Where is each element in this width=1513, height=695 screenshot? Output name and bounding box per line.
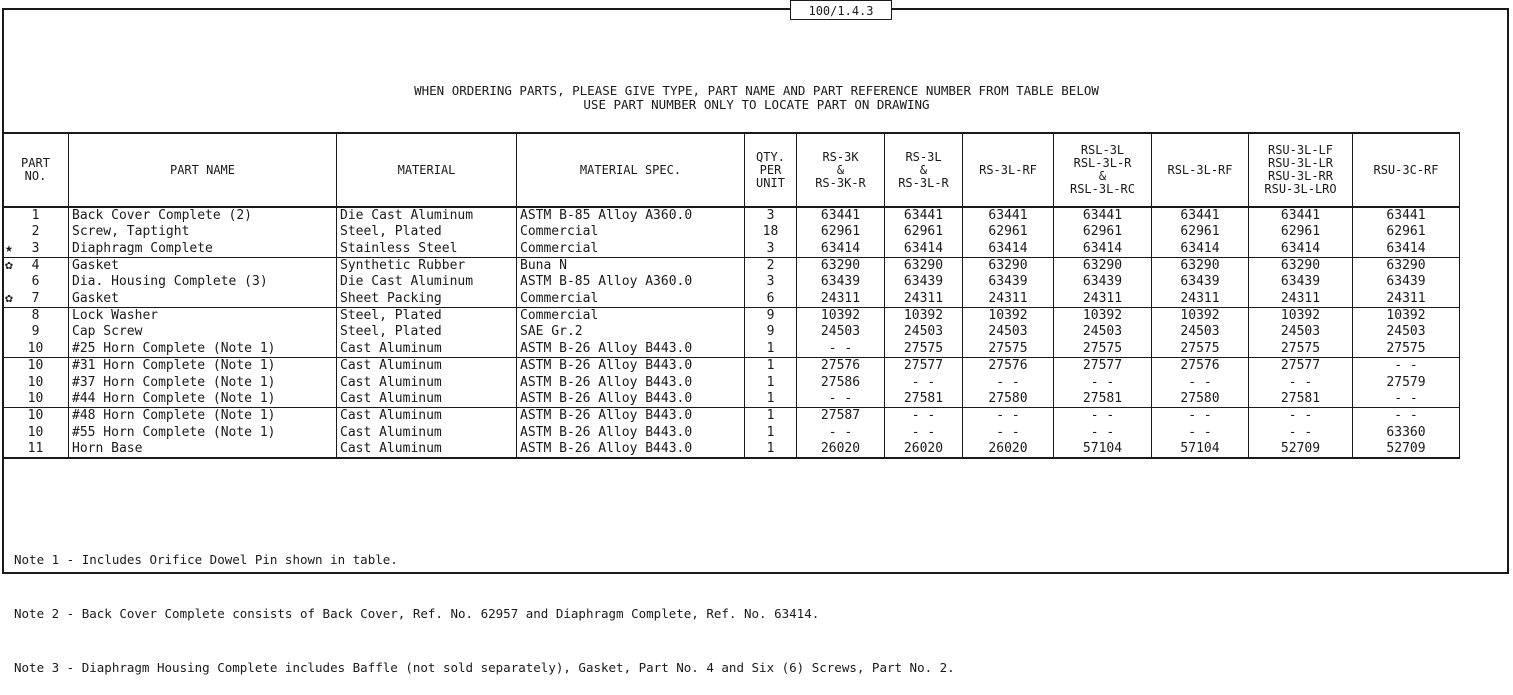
ref-number-cell: - - [963,408,1054,425]
ref-number-cell: 63439 [885,274,963,291]
ref-number-cell: - - [1249,374,1353,391]
ref-number-cell: - - [1353,408,1460,425]
qty-cell: 1 [745,358,797,375]
part-no: 10 [27,424,44,440]
material-spec-cell: Commercial [517,224,745,241]
header-model: RSL-3L-RF [1152,133,1249,207]
ref-number-cell: 63439 [1353,274,1460,291]
material-spec-cell: ASTM B-26 Alloy B443.0 [517,341,745,358]
material-cell: Stainless Steel [337,241,517,258]
part-name-cell: Diaphragm Complete [69,241,337,258]
ref-number-cell: 24503 [963,324,1054,341]
ref-number-cell: - - [1054,408,1152,425]
material-cell: Die Cast Aluminum [337,274,517,291]
material-spec-cell: Commercial [517,307,745,324]
ref-number-cell: 27576 [797,358,885,375]
material-spec-cell: ASTM B-26 Alloy B443.0 [517,408,745,425]
part-no: 4 [31,257,40,273]
material-cell: Cast Aluminum [337,441,517,458]
table-row [3,358,1460,375]
material-spec-cell: ASTM B-26 Alloy B443.0 [517,441,745,458]
part-no-cell [3,241,69,258]
ref-number-cell: 24311 [797,291,885,308]
note: Note 2 - Back Cover Complete consists of Back Cover, Ref. No. 62957 and Diaphragm Complete, Ref. No. 63414. [14,606,820,621]
part-no-cell [3,307,69,324]
part-name-cell: Gasket [69,257,337,274]
material-cell: Cast Aluminum [337,374,517,391]
ref-number-cell: 27575 [1152,341,1249,358]
table-row [3,324,1460,341]
part-no: 2 [31,224,40,240]
header-model: RSU-3C-RF [1353,133,1460,207]
part-name-cell: #55 Horn Complete (Note 1) [69,424,337,441]
material-spec-cell: ASTM B-26 Alloy B443.0 [517,391,745,408]
ref-number-cell: 63441 [885,207,963,224]
ref-number-cell: 27579 [1353,374,1460,391]
ref-number-cell: 24311 [1249,291,1353,308]
part-name-cell: Horn Base [69,441,337,458]
qty-cell: 1 [745,341,797,358]
ref-number-cell: - - [963,424,1054,441]
material-cell: Sheet Packing [337,291,517,308]
ref-number-cell: - - [1353,358,1460,375]
material-cell: Cast Aluminum [337,424,517,441]
material-spec-cell: Commercial [517,291,745,308]
ref-number-cell: 24503 [885,324,963,341]
flower-mark-icon: ✿ [5,257,13,273]
ref-number-cell: - - [797,424,885,441]
ref-number-cell: 62961 [963,224,1054,241]
qty-cell: 1 [745,441,797,458]
ref-number-cell: - - [797,341,885,358]
header-part-no: PART NO. [3,133,69,207]
material-cell: Steel, Plated [337,324,517,341]
table-row [3,241,1460,258]
ref-number-cell: 10392 [1249,307,1353,324]
material-spec-cell: Buna N [517,257,745,274]
page-reference: 100/1.4.3 [790,0,892,20]
flower-mark-icon: ✿ [5,290,13,306]
material-cell: Steel, Plated [337,224,517,241]
part-no: 10 [27,408,44,424]
qty-cell: 6 [745,291,797,308]
ref-number-cell: 52709 [1249,441,1353,458]
table-row [3,291,1460,308]
ref-number-cell: 63439 [1054,274,1152,291]
ref-number-cell: 24503 [1353,324,1460,341]
part-no-cell [3,274,69,291]
part-no: 3 [31,240,40,256]
material-spec-cell: SAE Gr.2 [517,324,745,341]
table-row [3,441,1460,458]
ref-number-cell: 27575 [1249,341,1353,358]
part-name-cell: #48 Horn Complete (Note 1) [69,408,337,425]
ref-number-cell: 62961 [1152,224,1249,241]
part-no: 8 [31,308,40,324]
ref-number-cell: 27580 [963,391,1054,408]
part-name-cell: Lock Washer [69,307,337,324]
ref-number-cell: - - [1152,374,1249,391]
part-name-cell: #44 Horn Complete (Note 1) [69,391,337,408]
ref-number-cell: - - [797,391,885,408]
material-cell: Cast Aluminum [337,358,517,375]
header-qty: QTY. PER UNIT [745,133,797,207]
ref-number-cell: 63439 [1249,274,1353,291]
ref-number-cell: 24503 [1249,324,1353,341]
ref-number-cell: 27577 [885,358,963,375]
table-row [3,307,1460,324]
ref-number-cell: 26020 [797,441,885,458]
table-row [3,424,1460,441]
ref-number-cell: 63414 [1249,241,1353,258]
ref-number-cell: 57104 [1054,441,1152,458]
material-spec-cell: ASTM B-85 Alloy A360.0 [517,207,745,224]
qty-cell: 1 [745,374,797,391]
ref-number-cell: 26020 [885,441,963,458]
qty-cell: 9 [745,324,797,341]
part-name-cell: Cap Screw [69,324,337,341]
ref-number-cell: 26020 [963,441,1054,458]
notes [14,515,955,695]
ref-number-cell: 27587 [797,408,885,425]
part-no: 10 [27,358,44,374]
ref-number-cell: - - [1152,424,1249,441]
part-no-cell [3,441,69,458]
ref-number-cell: 63441 [1249,207,1353,224]
material-cell: Cast Aluminum [337,391,517,408]
qty-cell: 1 [745,408,797,425]
part-no: 7 [31,290,40,306]
part-no: 1 [31,208,40,223]
table-row [3,408,1460,425]
part-no-cell [3,408,69,425]
ref-number-cell: 27581 [1054,391,1152,408]
table-row [3,207,1460,224]
ref-number-cell: 24503 [797,324,885,341]
parts-table [2,132,1460,459]
part-name-cell: Dia. Housing Complete (3) [69,274,337,291]
ref-number-cell: 63290 [1152,257,1249,274]
qty-cell: 9 [745,307,797,324]
part-name-cell: #37 Horn Complete (Note 1) [69,374,337,391]
ref-number-cell: 10392 [797,307,885,324]
ref-number-cell: 27575 [1353,341,1460,358]
part-no: 11 [27,440,44,456]
part-no: 10 [27,390,44,406]
ref-number-cell: 63414 [1054,241,1152,258]
ref-number-cell: 27575 [885,341,963,358]
ref-number-cell: 63414 [1152,241,1249,258]
ref-number-cell: 63414 [885,241,963,258]
part-no-cell [3,257,69,274]
ref-number-cell: 63441 [1054,207,1152,224]
material-cell: Die Cast Aluminum [337,207,517,224]
qty-cell: 3 [745,207,797,224]
qty-cell: 18 [745,224,797,241]
table-row [3,274,1460,291]
material-spec-cell: ASTM B-26 Alloy B443.0 [517,358,745,375]
part-no-cell [3,224,69,241]
header-model: RS-3L-RF [963,133,1054,207]
ref-number-cell: 24503 [1054,324,1152,341]
ref-number-cell: 27577 [1249,358,1353,375]
part-no: 10 [27,340,44,356]
ref-number-cell: 63290 [1353,257,1460,274]
header-material: MATERIAL [337,133,517,207]
ref-number-cell: 63414 [1353,241,1460,258]
ref-number-cell: 27575 [1054,341,1152,358]
ref-number-cell: 24311 [1054,291,1152,308]
ref-number-cell: - - [1152,408,1249,425]
qty-cell: 2 [745,257,797,274]
ref-number-cell: - - [1353,391,1460,408]
part-no-cell [3,291,69,308]
ordering-instruction: WHEN ORDERING PARTS, PLEASE GIVE TYPE, PART NAME AND PART REFERENCE NUMBER FROM TABLE BELOW [414,83,1099,98]
part-no-cell [3,207,69,224]
ref-number-cell: 63414 [797,241,885,258]
qty-cell: 1 [745,424,797,441]
ref-number-cell: 27577 [1054,358,1152,375]
ref-number-cell: 62961 [1249,224,1353,241]
ref-number-cell: 10392 [1054,307,1152,324]
part-no-cell [3,424,69,441]
table-row [3,341,1460,358]
ref-number-cell: 10392 [885,307,963,324]
ref-number-cell: 62961 [1054,224,1152,241]
ref-number-cell: 63360 [1353,424,1460,441]
material-cell: Steel, Plated [337,307,517,324]
table-row [3,374,1460,391]
ref-number-cell: 63414 [963,241,1054,258]
ref-number-cell: 62961 [1353,224,1460,241]
ref-number-cell: 10392 [963,307,1054,324]
ref-number-cell: 63439 [797,274,885,291]
material-spec-cell: Commercial [517,241,745,258]
note: Note 3 - Diaphragm Housing Complete includes Baffle (not sold separately), Gasket, Part No. 4 and Six (6) Screws, Part No. 2. [14,660,955,675]
table-row [3,224,1460,241]
part-name-cell: #31 Horn Complete (Note 1) [69,358,337,375]
note: Note 1 - Includes Orifice Dowel Pin shown in table. [14,552,398,567]
header-model: RSU-3L-LF RSU-3L-LR RSU-3L-RR RSU-3L-LRO [1249,133,1353,207]
parts-table-body [3,207,1460,458]
qty-cell: 1 [745,391,797,408]
part-name-cell: Back Cover Complete (2) [69,207,337,224]
material-spec-cell: ASTM B-26 Alloy B443.0 [517,374,745,391]
ref-number-cell: 27581 [885,391,963,408]
qty-cell: 3 [745,274,797,291]
ref-number-cell: - - [1054,374,1152,391]
ref-number-cell: 24503 [1152,324,1249,341]
ref-number-cell: 24311 [1152,291,1249,308]
header-row [3,133,1460,207]
header-part-name: PART NAME [69,133,337,207]
ref-number-cell: 27576 [1152,358,1249,375]
part-no-cell [3,358,69,375]
ref-number-cell: 62961 [797,224,885,241]
ref-number-cell: - - [885,424,963,441]
table-row [3,391,1460,408]
ref-number-cell: 63290 [963,257,1054,274]
ref-number-cell: 63441 [1353,207,1460,224]
ref-number-cell: - - [1054,424,1152,441]
ref-number-cell: 24311 [1353,291,1460,308]
material-spec-cell: ASTM B-85 Alloy A360.0 [517,274,745,291]
ref-number-cell: 27576 [963,358,1054,375]
ref-number-cell: - - [885,374,963,391]
ref-number-cell: 63290 [1249,257,1353,274]
part-name-cell: Screw, Taptight [69,224,337,241]
ref-number-cell: 63441 [1152,207,1249,224]
part-no-cell [3,374,69,391]
ref-number-cell: 63441 [797,207,885,224]
header-model: RSL-3L RSL-3L-R & RSL-3L-RC [1054,133,1152,207]
header-model: RS-3K & RS-3K-R [797,133,885,207]
ref-number-cell: 27575 [963,341,1054,358]
material-spec-cell: ASTM B-26 Alloy B443.0 [517,424,745,441]
material-cell: Cast Aluminum [337,341,517,358]
ref-number-cell: 62961 [885,224,963,241]
ref-number-cell: 63439 [1152,274,1249,291]
material-cell: Cast Aluminum [337,408,517,425]
header-material-spec: MATERIAL SPEC. [517,133,745,207]
ref-number-cell: 10392 [1152,307,1249,324]
star-mark-icon: ★ [5,240,13,256]
ref-number-cell: 63290 [797,257,885,274]
material-cell: Synthetic Rubber [337,257,517,274]
ref-number-cell: - - [1249,408,1353,425]
ref-number-cell: 27586 [797,374,885,391]
ref-number-cell: 57104 [1152,441,1249,458]
qty-cell: 3 [745,241,797,258]
ref-number-cell: 27581 [1249,391,1353,408]
ref-number-cell: - - [885,408,963,425]
header-model: RS-3L & RS-3L-R [885,133,963,207]
ref-number-cell: 52709 [1353,441,1460,458]
ref-number-cell: 27580 [1152,391,1249,408]
part-no: 6 [31,274,40,290]
ref-number-cell: 63441 [963,207,1054,224]
part-no-cell [3,341,69,358]
part-no: 10 [27,374,44,390]
part-no: 9 [31,324,40,340]
part-no-cell [3,391,69,408]
table-row [3,257,1460,274]
ref-number-cell: - - [1249,424,1353,441]
part-name-cell: Gasket [69,291,337,308]
ref-number-cell: 24311 [963,291,1054,308]
ref-number-cell: 10392 [1353,307,1460,324]
ref-number-cell: 63290 [885,257,963,274]
ref-number-cell: 63290 [1054,257,1152,274]
locate-instruction: USE PART NUMBER ONLY TO LOCATE PART ON DRAWING [583,97,930,112]
part-no-cell [3,324,69,341]
part-name-cell: #25 Horn Complete (Note 1) [69,341,337,358]
ref-number-cell: 24311 [885,291,963,308]
ref-number-cell: - - [963,374,1054,391]
ref-number-cell: 63439 [963,274,1054,291]
